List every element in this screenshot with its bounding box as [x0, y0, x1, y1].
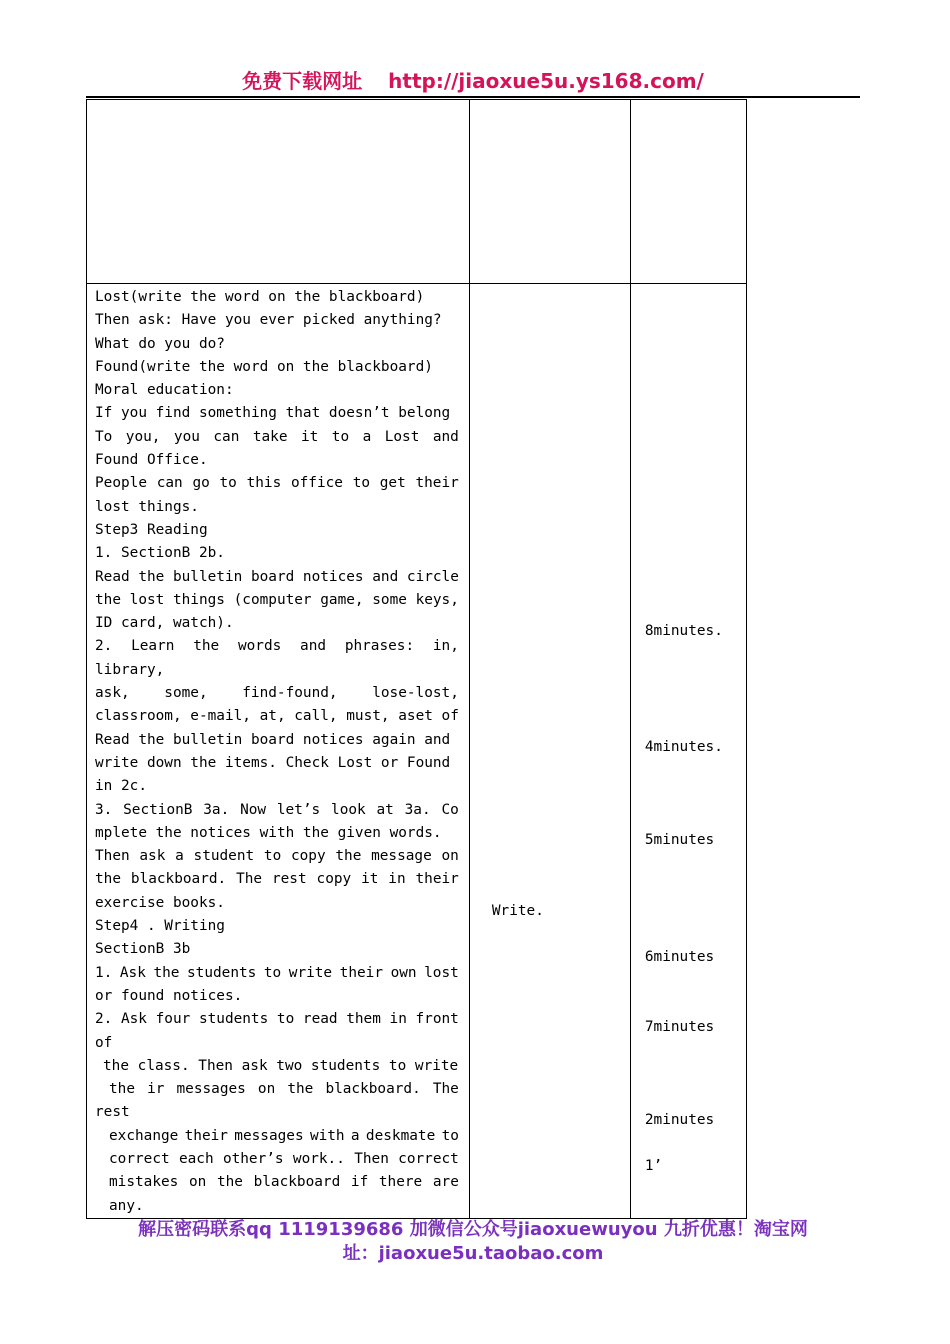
- page-footer: [86, 1218, 860, 1266]
- header-url[interactable]: http://jiaoxue5u.ys168.com/: [388, 69, 704, 93]
- word: a: [362, 428, 372, 445]
- word: deskmate: [365, 1127, 436, 1144]
- lesson-plan-table: [86, 99, 747, 1219]
- word: SectionB: [123, 801, 193, 818]
- text-line: the class. Then ask two students to write: [103, 1057, 459, 1074]
- time-entry: 5minutes: [644, 832, 715, 848]
- word: the: [153, 964, 180, 981]
- text-line: Then ask: Have you ever picked anything?: [95, 312, 442, 329]
- text-line: the lost things (computer game, some keys,: [95, 591, 459, 608]
- word: ask: [139, 848, 166, 865]
- time-cell: [630, 284, 746, 1219]
- teacher-activity-text: [87, 284, 469, 1218]
- text-line: [95, 1125, 459, 1148]
- word: to: [352, 475, 371, 492]
- text-line: [95, 682, 459, 705]
- text-line: [95, 799, 459, 822]
- text-line: If you find something that doesn’t belong: [95, 405, 451, 422]
- time-entry: 1’: [644, 1158, 663, 1174]
- word: ir: [147, 1081, 165, 1098]
- word: it: [361, 871, 379, 888]
- word: read: [302, 1011, 338, 1028]
- word: with: [309, 1127, 345, 1144]
- word: People: [95, 475, 147, 492]
- word: you: [173, 428, 200, 445]
- word: 1.: [95, 964, 113, 981]
- time-entry: 6minutes: [644, 949, 715, 965]
- word: 3a.: [404, 801, 431, 818]
- word: in: [388, 871, 406, 888]
- word: the: [335, 848, 362, 865]
- word: Then: [354, 1150, 389, 1167]
- text-line: Found(write the word on the blackboard): [95, 358, 433, 375]
- word: in: [389, 1011, 407, 1028]
- word: the: [95, 871, 121, 888]
- word: copy: [316, 871, 352, 888]
- word: take: [252, 428, 288, 445]
- student-activity-cell: [469, 284, 630, 1219]
- word: blackboard.: [325, 1081, 421, 1098]
- text-line: mplete the notices with the given words.: [95, 824, 442, 841]
- word: exchange: [109, 1127, 179, 1144]
- word: can: [213, 428, 240, 445]
- word: students: [187, 964, 257, 981]
- text-line: classroom, e-mail, at, call, must, aset of: [95, 708, 459, 725]
- empty-cell: [630, 100, 746, 284]
- word: Lost: [384, 428, 420, 445]
- text-line: [95, 1078, 459, 1101]
- word: mistakes: [109, 1174, 179, 1191]
- word: To: [95, 428, 113, 445]
- word: correct: [109, 1150, 170, 1167]
- text-line: [95, 472, 459, 495]
- word: Learn: [131, 638, 175, 655]
- empty-cell: [87, 100, 470, 284]
- text-line: write down the items. Check Lost or Found: [95, 754, 451, 771]
- word: in,: [432, 638, 459, 655]
- word: four: [155, 1011, 191, 1028]
- word: 3a.: [203, 801, 230, 818]
- word: 2.: [95, 1011, 113, 1028]
- word: 2.: [95, 638, 113, 655]
- text-line: rest: [95, 1104, 130, 1121]
- word: work..: [292, 1150, 345, 1167]
- time-entry: 8minutes.: [644, 623, 723, 639]
- word: lost: [424, 964, 459, 981]
- word: The: [432, 1081, 459, 1098]
- word: other’s: [222, 1150, 284, 1167]
- text-line: What do you do?: [95, 335, 225, 352]
- word: messages: [176, 1081, 246, 1098]
- word: get: [379, 475, 406, 492]
- text-line: Read the bulletin board notices again and: [95, 731, 451, 748]
- word: the: [216, 1174, 243, 1191]
- word: on: [188, 1174, 207, 1191]
- text-line: SectionB 3b: [95, 941, 191, 958]
- word: look: [331, 801, 366, 818]
- text-line: of: [95, 1034, 113, 1051]
- word: Ask: [120, 1011, 147, 1028]
- word: phrases:: [344, 638, 415, 655]
- text-line: Read the bulletin board notices and circle: [95, 568, 459, 585]
- time-entry: 7minutes: [644, 1019, 715, 1035]
- table-row: [87, 284, 747, 1219]
- word: correct: [398, 1150, 459, 1167]
- word: to: [331, 428, 350, 445]
- word: own: [390, 964, 417, 981]
- time-entry: 2minutes: [644, 1112, 715, 1128]
- word: let’s: [276, 801, 321, 818]
- word: their: [339, 964, 383, 981]
- word: to: [219, 475, 237, 492]
- word: 3.: [95, 801, 113, 818]
- word: lose-lost,: [372, 685, 459, 702]
- footer-line: 址：jiaoxue5u.taobao.com: [342, 1243, 604, 1264]
- word: a: [350, 1127, 360, 1144]
- text-line: library,: [95, 661, 165, 678]
- word: rest: [271, 871, 307, 888]
- word: each: [178, 1150, 214, 1167]
- word: to: [263, 848, 282, 865]
- word: Ask: [119, 964, 146, 981]
- word: their: [415, 871, 459, 888]
- word: there: [378, 1174, 423, 1191]
- word: copy: [290, 848, 326, 865]
- word: and: [300, 638, 327, 655]
- text-line: any.: [109, 1197, 144, 1214]
- word: Now: [240, 801, 267, 818]
- header-label: 免费下载网址: [242, 69, 363, 93]
- text-line: [95, 962, 459, 985]
- footer-line: 解压密码联系qq 1119139686 加微信公众号jiaoxuewuyou 九折优惠！淘宝网: [138, 1219, 808, 1240]
- word: can: [156, 475, 183, 492]
- student-activity-text: Write.: [491, 903, 544, 919]
- text-line: exercise books.: [95, 894, 225, 911]
- word: the: [109, 1081, 135, 1098]
- word: to: [276, 1011, 295, 1028]
- word: on: [257, 1081, 276, 1098]
- text-line: ID card, watch).: [95, 615, 234, 632]
- text-line: Step4 . Writing: [95, 918, 225, 935]
- word: them: [346, 1011, 381, 1028]
- word: their: [415, 475, 459, 492]
- word: message: [371, 848, 432, 865]
- word: at: [376, 801, 394, 818]
- word: The: [236, 871, 263, 888]
- text-line: Moral education:: [95, 382, 234, 399]
- word: some,: [164, 685, 208, 702]
- word: front: [415, 1011, 459, 1028]
- text-line: lost things.: [95, 498, 199, 515]
- word: student: [193, 848, 255, 865]
- word: blackboard.: [130, 871, 227, 888]
- word: and: [432, 428, 459, 445]
- word: Then: [95, 848, 130, 865]
- word: find-found,: [242, 685, 338, 702]
- word: office: [290, 475, 343, 492]
- table-row: [87, 100, 747, 284]
- empty-cell: [469, 100, 630, 284]
- text-line: Found Office.: [95, 452, 208, 469]
- word: it: [300, 428, 319, 445]
- word: blackboard: [253, 1174, 341, 1191]
- text-line: [95, 426, 459, 449]
- text-line: 1. SectionB 2b.: [95, 545, 225, 562]
- word: if: [350, 1174, 369, 1191]
- word: ask,: [95, 685, 130, 702]
- word: this: [246, 475, 282, 492]
- word: their: [184, 1127, 228, 1144]
- page-header: [86, 66, 860, 98]
- text-line: [95, 868, 459, 891]
- word: a: [175, 848, 184, 865]
- word: you,: [125, 428, 161, 445]
- word: students: [198, 1011, 269, 1028]
- word: the: [287, 1081, 314, 1098]
- text-line: or found notices.: [95, 987, 243, 1004]
- text-line: [95, 1148, 459, 1171]
- text-line: Step3 Reading: [95, 521, 208, 538]
- word: write: [288, 964, 333, 981]
- word: the: [193, 638, 220, 655]
- teacher-activity-cell: [87, 284, 470, 1219]
- word: Co: [441, 801, 459, 818]
- word: to: [441, 1127, 459, 1144]
- word: messages: [234, 1127, 304, 1144]
- text-line: [95, 635, 459, 658]
- text-line: Lost(write the word on the blackboard): [95, 289, 425, 305]
- word: are: [432, 1174, 459, 1191]
- text-line: [95, 1008, 459, 1031]
- text-line: [95, 1171, 459, 1194]
- text-line: in 2c.: [95, 778, 147, 795]
- time-entry: 4minutes.: [644, 739, 723, 755]
- word: to: [263, 964, 282, 981]
- text-line: [95, 845, 459, 868]
- word: go: [192, 475, 210, 492]
- word: words: [237, 638, 282, 655]
- word: on: [441, 848, 459, 865]
